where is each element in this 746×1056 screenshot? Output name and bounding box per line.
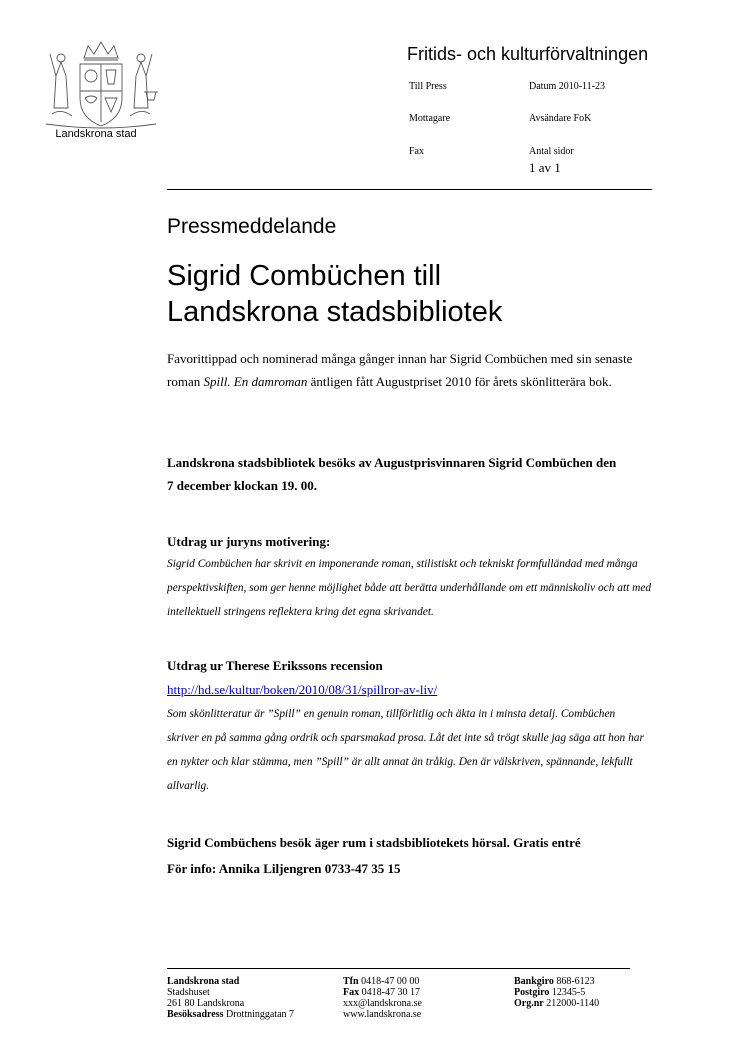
footer-email: xxx@landskrona.se: [343, 998, 422, 1009]
footer-col-payment: [514, 976, 599, 1009]
intro-paragraph: [167, 347, 667, 393]
jury-heading: Utdrag ur juryns motivering:: [167, 534, 331, 549]
logo-text: Landskrona stad: [55, 128, 137, 140]
footer-fax-label: Fax: [343, 987, 360, 998]
fax-label: Fax: [409, 146, 424, 157]
footer-postgiro-value: 12345-5: [549, 987, 586, 998]
headline-line-1: Sigrid Combüchen till: [167, 260, 442, 292]
review-text: Som skönlitteratur är ”Spill” en genuin roman, tillförlitlig och äkta in i minsta detalj. Combüchen skriver en på samma gång ordrik och sparsmakad prosa. Låt det inte så trögt skulle jag säga att hon har en nykter och klar stämma, men ”Spill” är allt annat än tråkig. Den är välskriven, spännande, lekfullt allvarlig.: [167, 708, 644, 792]
footer-visit-address: [167, 1009, 294, 1020]
intro-text-2: äntligen fått Augustpriset 2010 för årets skönlitterära bok.: [307, 374, 612, 389]
review-link[interactable]: http://hd.se/kultur/boken/2010/08/31/spillror-av-liv/: [167, 682, 438, 697]
closing-line-1: Sigrid Combüchens besök äger rum i stadsbibliotekets hörsal. Gratis entré: [167, 835, 581, 850]
footer-postal: 261 80 Landskrona: [167, 998, 245, 1009]
footer-tfn-label: Tfn: [343, 976, 359, 987]
footer-web: www.landskrona.se: [343, 1009, 422, 1020]
closing-line-2: För info: Annika Liljengren 0733-47 35 15: [167, 861, 401, 876]
datum: Datum 2010-11-23: [529, 81, 606, 92]
footer-visit-value: Drottninggatan 7: [223, 1009, 295, 1020]
avsandare: Avsändare FoK: [529, 113, 592, 124]
footer-org: Landskrona stad: [167, 976, 240, 987]
book-title: Spill. En damroman: [203, 374, 308, 389]
footer-bankgiro-label: Bankgiro: [514, 976, 554, 987]
footer-tfn-value: 0418-47 00 00: [358, 976, 420, 987]
headline-line-2: Landskrona stadsbibliotek: [167, 296, 503, 328]
footer-postgiro-label: Postgiro: [514, 987, 550, 998]
footer-visit-label: Besöksadress: [167, 1009, 224, 1020]
header-divider: [167, 189, 652, 190]
footer-orgnr-label: Org.nr: [514, 998, 544, 1009]
antal-sidor-label: Antal sidor: [529, 146, 574, 157]
footer-stadshuset: Stadshuset: [167, 987, 210, 998]
footer-col-address: [167, 976, 294, 1020]
mottagare: Mottagare: [409, 113, 451, 124]
till-press: Till Press: [409, 81, 447, 92]
footer-col-contact: [343, 976, 422, 1020]
intro-text-1: Favorittippad och nominerad många gånger innan har Sigrid Combüchen med sin senaste roman: [167, 351, 633, 389]
department-name: Fritids- och kulturförvaltningen: [407, 44, 649, 64]
footer-bankgiro-value: 868-6123: [553, 976, 595, 987]
footer-fax-value: 0418-47 30 17: [359, 987, 420, 998]
antal-sidor-value: 1 av 1: [529, 160, 561, 175]
footer-divider: [167, 968, 630, 969]
document-type-label: Pressmeddelande: [167, 215, 337, 238]
jury-text: Sigrid Combüchen har skrivit en imponerande roman, stilistiskt och tekniskt formfulländad med många perspektivskiften, som ger henne möjlighet både att berätta underhållande om ett människoliv och att med intellektuell stringens reflektera kring det egna skrivandet.: [167, 558, 652, 618]
announcement-paragraph: Landskrona stadsbibliotek besöks av Augustprisvinnaren Sigrid Combüchen den 7 december klockan 19. 00.: [167, 455, 617, 493]
review-heading: Utdrag ur Therese Erikssons recension: [167, 658, 383, 673]
review-link-row: [167, 678, 667, 701]
headline: [167, 258, 687, 330]
coat-of-arms-icon: [36, 36, 166, 131]
footer-orgnr-value: 212000-1140: [543, 998, 600, 1009]
